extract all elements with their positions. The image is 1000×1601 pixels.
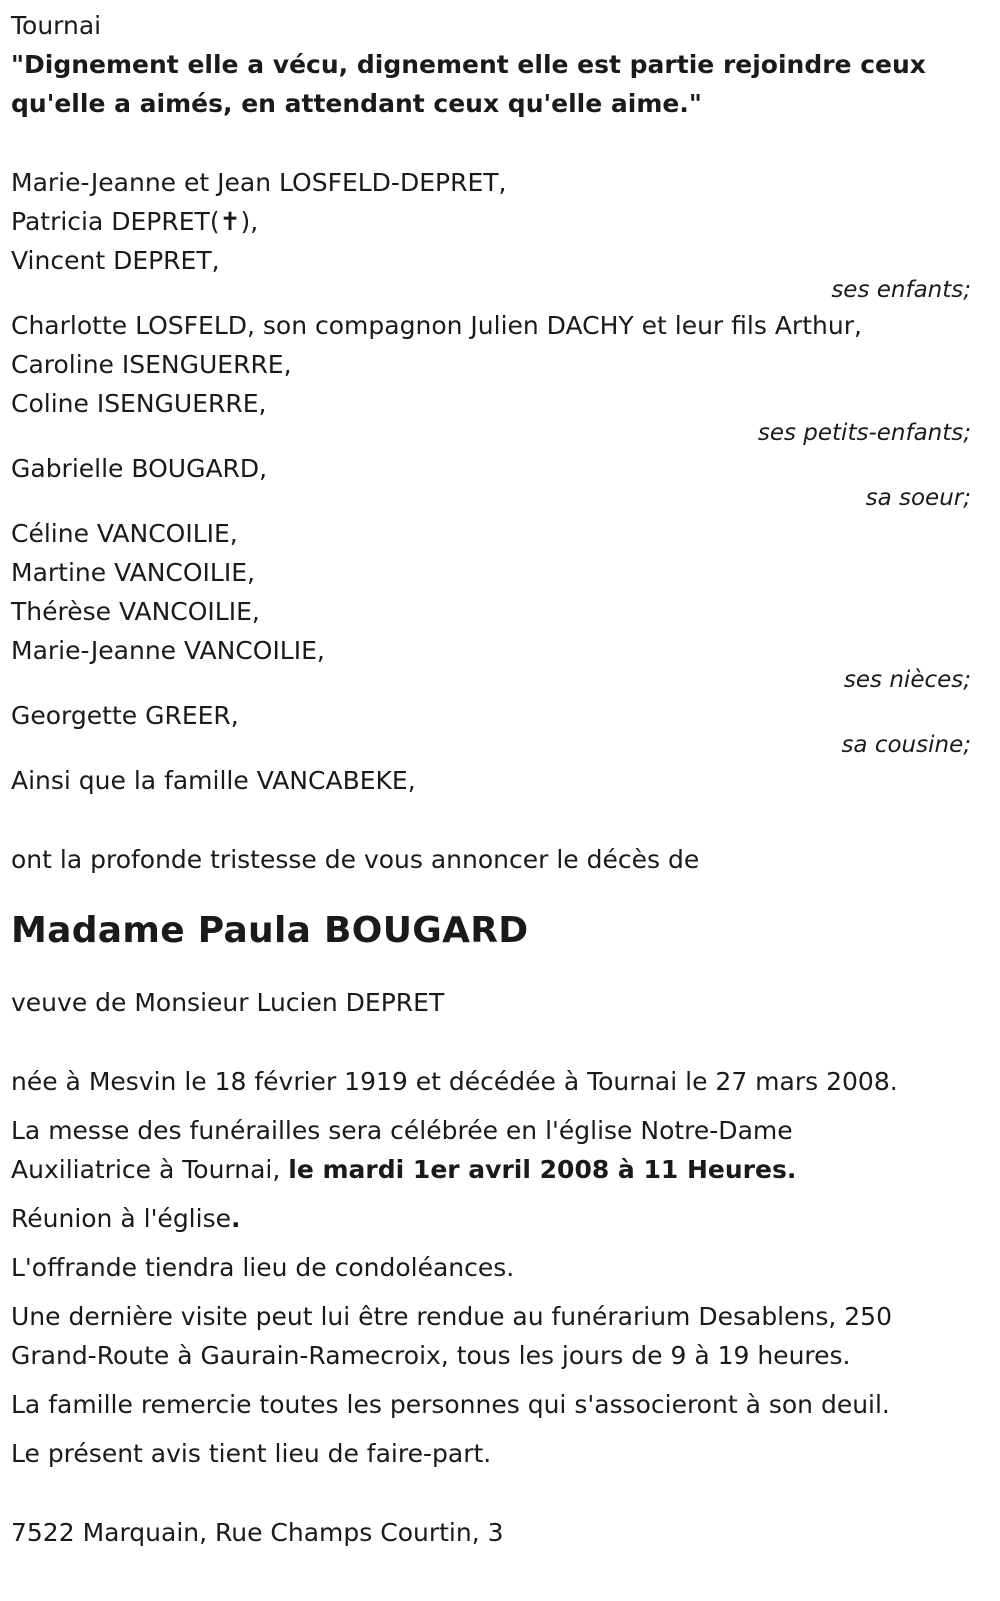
mass-details <box>11 1111 971 1189</box>
family-name: Patricia DEPRET(✝), <box>11 207 259 236</box>
cousin-group <box>11 696 971 757</box>
grandchildren-group <box>11 306 971 445</box>
family-name: Vincent DEPRET, <box>11 246 220 275</box>
announcement-text: ont la profonde tristesse de vous annoncer le décès de <box>11 845 700 874</box>
relation-label: ses nièces; <box>843 667 971 693</box>
birth-death-dates: née à Mesvin le 18 février 1919 et décédée à Tournai le 27 mars 2008. <box>11 1067 898 1096</box>
meeting-label: Réunion à l'église <box>11 1204 231 1233</box>
mass-date-time: le mardi 1er avril 2008 à 11 Heures. <box>288 1155 797 1184</box>
visit-line-2: Grand-Route à Gaurain-Ramecroix, tous les jours de 9 à 19 heures. <box>11 1341 851 1370</box>
sister-group <box>11 449 971 510</box>
family-name: Gabrielle BOUGARD, <box>11 454 268 483</box>
family-name: Georgette GREER, <box>11 701 239 730</box>
family-name: Coline ISENGUERRE, <box>11 389 267 418</box>
relation-label: ses enfants; <box>831 277 971 303</box>
meeting-text <box>11 1199 971 1238</box>
family-name: Marie-Jeanne VANCOILIE, <box>11 636 325 665</box>
family-name: Martine VANCOILIE, <box>11 558 255 587</box>
address: 7522 Marquain, Rue Champs Courtin, 3 <box>11 1518 504 1547</box>
visit-details <box>11 1297 971 1375</box>
relation-label: sa soeur; <box>865 485 971 511</box>
city-label: Tournai <box>11 11 102 40</box>
visit-line-1: Une dernière visite peut lui être rendue au funérarium Desablens, 250 <box>11 1302 892 1331</box>
family-name: Marie-Jeanne et Jean LOSFELD-DEPRET, <box>11 168 507 197</box>
widow-of: veuve de Monsieur Lucien DEPRET <box>11 988 445 1017</box>
meeting-dot: . <box>230 1204 241 1233</box>
thanks-text: La famille remercie toutes les personnes qui s'associeront à son deuil. <box>11 1390 890 1419</box>
notice-text: Le présent avis tient lieu de faire-part. <box>11 1439 492 1468</box>
relation-label: ses petits-enfants; <box>757 420 971 446</box>
nieces-group <box>11 514 971 692</box>
family-name: Thérèse VANCOILIE, <box>11 597 260 626</box>
children-group <box>11 163 971 302</box>
mass-line-2 <box>11 1150 971 1189</box>
relation-label: sa cousine; <box>841 732 971 758</box>
mass-line-1: La messe des funérailles sera célébrée en l'église Notre-Dame <box>11 1116 793 1145</box>
offering-text: L'offrande tiendra lieu de condoléances. <box>11 1253 515 1282</box>
other-family: Ainsi que la famille VANCABEKE, <box>11 766 416 795</box>
family-name: Charlotte LOSFELD, son compagnon Julien DACHY et leur fils Arthur, <box>11 311 862 340</box>
deceased-name: Madame Paula BOUGARD <box>11 910 529 951</box>
obituary-notice <box>11 6 971 1552</box>
family-name: Caroline ISENGUERRE, <box>11 350 292 379</box>
quote-line-2: qu'elle a aimés, en attendant ceux qu'elle aime." <box>11 89 702 118</box>
mass-location: Auxiliatrice à Tournai, <box>11 1155 289 1184</box>
family-name: Céline VANCOILIE, <box>11 519 238 548</box>
quote-line-1: "Dignement elle a vécu, dignement elle est partie rejoindre ceux <box>11 50 926 79</box>
